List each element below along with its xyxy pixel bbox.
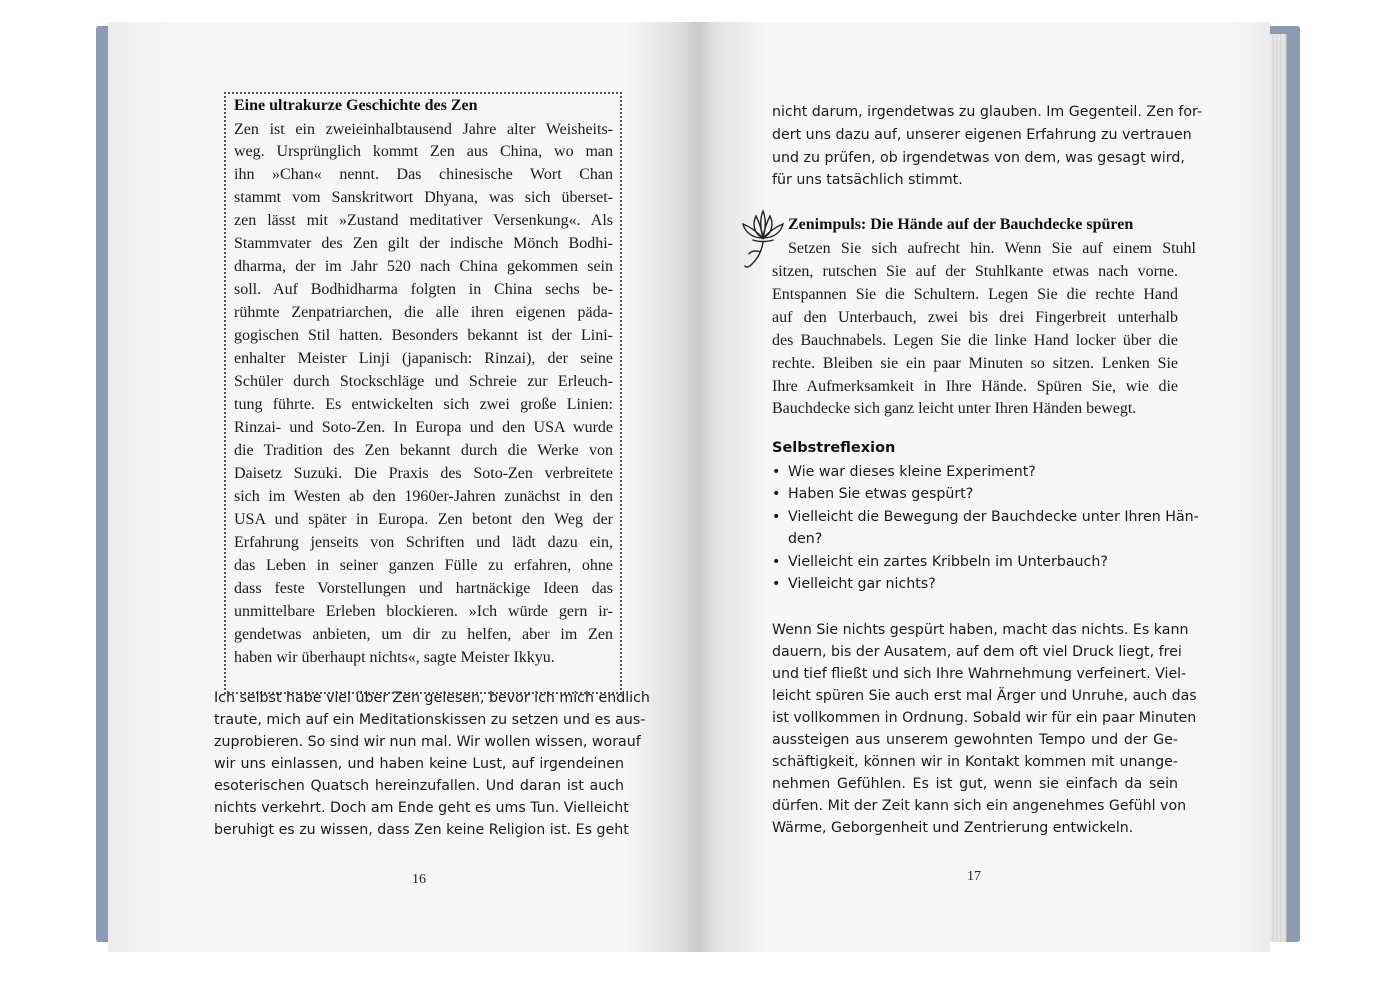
body-line: traute, mich auf ein Meditationskissen zu setzen und es aus- <box>214 712 646 728</box>
list-item <box>772 484 974 504</box>
info-box-line: Daisetz Suzuki. Die Praxis des Soto-Zen verbreitete <box>234 465 613 482</box>
info-box-line: USA und später in Europa. Zen betont den Weg der <box>234 511 613 528</box>
list-item <box>772 574 936 594</box>
list-item-continuation: den? <box>788 531 823 547</box>
info-box-line: dharma, der im Jahr 520 nach China gekommen sein <box>234 258 613 275</box>
body-line: beruhigt es zu wissen, dass Zen keine Religion ist. Es geht <box>214 822 629 838</box>
impuls-line: auf den Unterbauch, zwei bis drei Fingerbreit unterhalb <box>772 309 1178 326</box>
body-line: nehmen Gefühlen. Es ist gut, wenn sie einfach da sein <box>772 776 1178 792</box>
info-box-line: enhalter Meister Linji (japanisch: Rinzai), der seine <box>234 350 613 367</box>
body-line: Ich selbst habe viel über Zen gelesen, bevor ich mich endlich <box>214 690 650 706</box>
body-line: nichts verkehrt. Doch am Ende geht es ums Tun. Vielleicht <box>214 800 629 816</box>
info-box-line: soll. Auf Bodhidharma folgten in China sechs be- <box>234 281 613 298</box>
bullet-icon: • <box>772 509 781 525</box>
info-box-line: gogischen Stil hatten. Besonders bekannt ist der Lini- <box>234 327 613 344</box>
impuls-line: Ihre Aufmerksamkeit in Ihre Hände. Spüren Sie, wie die <box>772 378 1178 395</box>
info-box-line: dass feste Vorstellungen und hartnäckige Ideen das <box>234 580 613 597</box>
info-box-line: gendetwas anbieten, um dir zu helfen, aber im Zen <box>234 626 613 643</box>
body-line: esoterischen Quatsch hereinzufallen. Und daran ist auch <box>214 778 624 794</box>
page-number: 16 <box>412 872 426 887</box>
list-item-text: Wie war dieses kleine Experiment? <box>788 464 1036 480</box>
info-box-line: ihn »Chan« nennt. Das chinesische Wort Chan <box>234 166 613 183</box>
right-page <box>698 22 1270 952</box>
list-item <box>772 507 1199 527</box>
impuls-line: sitzen, rutschen Sie auf der Stuhlkante etwas nach vorne. <box>772 263 1178 280</box>
body-line: wir uns einlassen, und haben keine Lust, auf irgendeinen <box>214 756 624 772</box>
list-item-text: Vielleicht gar nichts? <box>788 576 936 592</box>
lotus-icon <box>740 208 786 270</box>
impuls-line: Bauchdecke sich ganz leicht unter Ihren Händen bewegt. <box>772 400 1137 417</box>
bullet-icon: • <box>772 554 781 570</box>
info-box-line: die Tradition des Zen bekannt durch die Werke von <box>234 442 613 459</box>
info-box-line: rühmte Zenpatriarchen, die alle ihren eigenen päda- <box>234 304 613 321</box>
body-line: und zu prüfen, ob irgendetwas von dem, was gesagt wird, <box>772 150 1185 166</box>
page-number: 17 <box>967 869 981 884</box>
body-line: aussteigen aus unserem gewohnten Tempo und der Ge- <box>772 732 1178 748</box>
impuls-line: des Bauchnabels. Legen Sie die linke Hand locker über die <box>772 332 1178 349</box>
body-line: schäftigkeit, können wir in Kontakt kommen mit unange- <box>772 754 1178 770</box>
info-box-line: tung führte. Es entwickelten sich zwei große Linien: <box>234 396 613 413</box>
body-line: dürfen. Mit der Zeit kann sich ein angenehmes Gefühl von <box>772 798 1187 814</box>
impuls-title: Zenimpuls: Die Hände auf der Bauchdecke spüren <box>788 216 1134 233</box>
left-page <box>108 22 698 952</box>
list-item <box>772 462 1036 482</box>
info-box-line: weg. Ursprünglich kommt Zen aus China, wo man <box>234 143 613 160</box>
section-subheading: Selbstreflexion <box>772 440 896 456</box>
info-box-line: Rinzai- und Soto-Zen. In Europa und den USA wurde <box>234 419 613 436</box>
info-box-line: unmittelbare Erleben blockieren. »Ich würde gern ir- <box>234 603 613 620</box>
body-line: für uns tatsächlich stimmt. <box>772 172 963 188</box>
body-line: zuprobieren. So sind wir nun mal. Wir wollen wissen, worauf <box>214 734 641 750</box>
list-item-text: Vielleicht die Bewegung der Bauchdecke unter Ihren Hän- <box>788 509 1199 525</box>
info-box-line: zen lässt mit »Zustand meditativer Versenkung«. Als <box>234 212 613 229</box>
info-box-line: Zen ist ein zweieinhalbtausend Jahre alter Weisheits- <box>234 121 613 138</box>
body-line: und tief fließt und sich Ihre Wahrnehmung verfeinert. Viel- <box>772 666 1187 682</box>
bullet-icon: • <box>772 486 781 502</box>
info-box-line: das Leben in seiner ganzen Fülle zu erfahren, ohne <box>234 557 613 574</box>
body-line: Wenn Sie nichts gespürt haben, macht das nichts. Es kann <box>772 622 1189 638</box>
body-line: Wärme, Geborgenheit und Zentrierung entwickeln. <box>772 820 1134 836</box>
info-box-line: Stammvater des Zen gilt der indische Mönch Bodhi- <box>234 235 613 252</box>
info-box-line: haben wir überhaupt nichts«, sagte Meister Ikkyu. <box>234 649 555 666</box>
info-box-title: Eine ultrakurze Geschichte des Zen <box>234 97 478 114</box>
list-item-text: Haben Sie etwas gespürt? <box>788 486 974 502</box>
bullet-icon: • <box>772 576 781 592</box>
info-box-line: Schüler durch Stockschläge und Schreie zur Erleuch- <box>234 373 613 390</box>
impuls-line: rechte. Bleiben sie ein paar Minuten so sitzen. Lenken Sie <box>772 355 1178 372</box>
impuls-line: Entspannen Sie die Schultern. Legen Sie die rechte Hand <box>772 286 1178 303</box>
body-line: dert uns dazu auf, unserer eigenen Erfahrung zu vertrauen <box>772 127 1192 143</box>
impuls-line: Setzen Sie sich aufrecht hin. Wenn Sie auf einem Stuhl <box>788 240 1196 257</box>
body-line: ist vollkommen in Ordnung. Sobald wir für ein paar Minuten <box>772 710 1197 726</box>
list-item <box>772 552 1108 572</box>
list-item-text: Vielleicht ein zartes Kribbeln im Unterbauch? <box>788 554 1108 570</box>
info-box-line: sich im Westen ab den 1960er-Jahren zunächst in den <box>234 488 613 505</box>
body-line: nicht darum, irgendetwas zu glauben. Im Gegenteil. Zen for- <box>772 104 1203 120</box>
info-box-line: Erfahrung jenseits von Schriften und lädt dazu ein, <box>234 534 613 551</box>
body-line: dauern, bis der Ausatem, auf dem oft viel Druck liegt, frei <box>772 644 1182 660</box>
body-line: leicht spüren Sie auch erst mal Ärger und Unruhe, auch das <box>772 688 1197 704</box>
bullet-icon: • <box>772 464 781 480</box>
info-box-line: stammt vom Sanskritwort Dhyana, was sich überset- <box>234 189 613 206</box>
